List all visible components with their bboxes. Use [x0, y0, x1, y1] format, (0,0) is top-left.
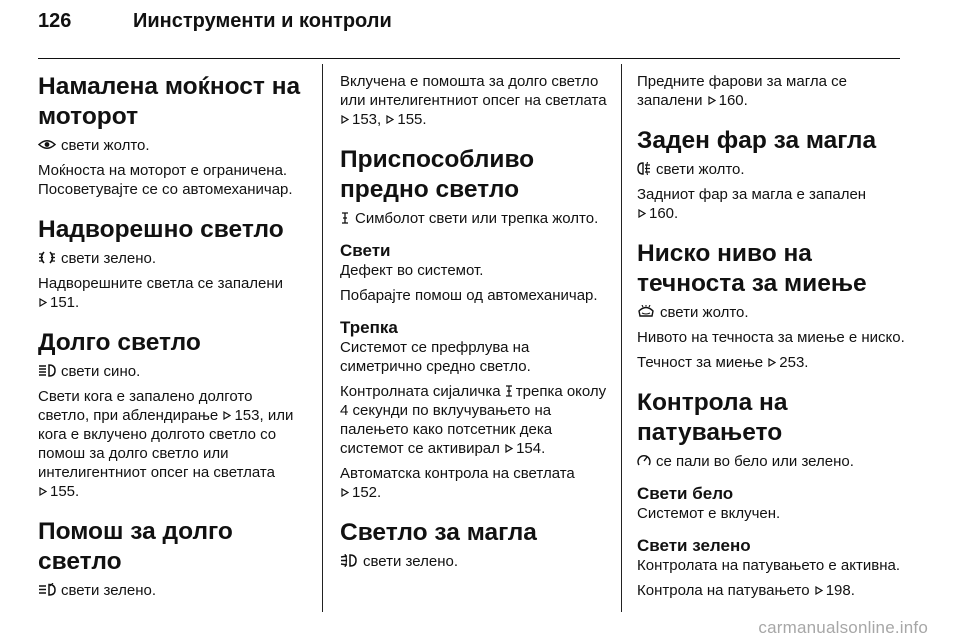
description-text: или кога е вклучено долгото светло со помош за долго светло или интелигентниот опсег на светлата	[38, 407, 294, 481]
page-reference-icon	[386, 115, 394, 124]
description: Контролата на патувањето е активна.	[637, 557, 901, 574]
section-lit-green	[637, 535, 905, 600]
section-fog-light	[340, 518, 608, 571]
status-line	[38, 136, 306, 155]
page-reference[interactable]: 152.	[352, 484, 382, 501]
column-3	[637, 72, 905, 606]
description	[38, 387, 306, 501]
page-reference-icon	[708, 96, 716, 105]
section-exterior-light	[38, 215, 306, 312]
page-reference[interactable]: 155.	[50, 483, 80, 500]
page-header	[38, 10, 900, 59]
status-text: свети зелено.	[363, 553, 459, 570]
status-line	[637, 160, 905, 179]
description-text: Задниот фар за магла е запален	[637, 186, 867, 203]
description-text: Вклучена е помошта за долго светло или интелигентниот опсег на светлата	[340, 73, 607, 109]
page-reference[interactable]: 253.	[779, 354, 809, 371]
subsection-heading: Свети зелено	[637, 536, 751, 555]
page-reference[interactable]: 198.	[825, 582, 855, 599]
section-heading: Заден фар за магла	[637, 127, 877, 154]
section-heading: Приспособливо предно светло	[340, 146, 535, 203]
section-high-beam	[38, 328, 306, 501]
section-heading: Контрола на патувањето	[637, 389, 788, 446]
section-flashing	[340, 317, 608, 502]
page-reference[interactable]: 160.	[718, 92, 748, 109]
section-washer-fluid	[637, 239, 905, 372]
adaptive-light-icon	[505, 384, 513, 397]
exterior-light-icon	[38, 251, 56, 264]
description-text: трепка околу 4 секунди по вклучувањето на палењето како потсетник дека системот се активирал	[340, 383, 607, 457]
section-heading: Надворешно светло	[38, 216, 284, 243]
adaptive-light-icon	[340, 211, 350, 224]
description	[637, 581, 905, 600]
section-rear-fog	[637, 126, 905, 223]
description-text: Предните фарови за магла се запалени	[637, 73, 847, 109]
status-line	[340, 552, 608, 571]
page-reference[interactable]: 153,	[352, 111, 382, 128]
description-text: Автоматска контрола на светлата	[340, 465, 575, 482]
section-heading: Помош за долго светло	[38, 518, 233, 575]
page-reference-icon	[39, 298, 47, 307]
description-text: Течност за миење	[637, 354, 764, 371]
description-text: Контролната сијаличка	[340, 383, 501, 400]
column-2	[340, 72, 608, 577]
page-reference-icon	[341, 115, 349, 124]
page-reference[interactable]: 154.	[516, 440, 546, 457]
description	[637, 72, 905, 110]
high-beam-assist-icon	[38, 583, 56, 596]
description-text: Надворешните светла се запалени	[38, 275, 284, 292]
status-line	[637, 452, 905, 471]
page-reference[interactable]: 151.	[50, 294, 80, 311]
status-text: свети сино.	[61, 363, 141, 380]
status-text: свети зелено.	[61, 582, 157, 599]
description: Моќноста на моторот е ограничена. Посоветувајте се со автомеханичар.	[38, 162, 293, 198]
page-reference[interactable]: 155.	[397, 111, 427, 128]
status-line	[38, 249, 306, 268]
page-reference-icon	[505, 444, 513, 453]
description-text: Контрола на патувањето	[637, 582, 810, 599]
page-reference-icon	[815, 586, 823, 595]
section-cruise-control	[637, 388, 905, 471]
status-text: свети жолто.	[660, 304, 749, 321]
status-line	[38, 362, 306, 381]
rear-fog-light-icon	[637, 162, 651, 175]
column-divider	[621, 64, 622, 612]
section-heading: Ниско ниво на течноста за миење	[637, 240, 867, 297]
page-number: 126	[38, 10, 72, 32]
status-line	[38, 581, 306, 600]
column-divider	[322, 64, 323, 612]
description: Нивото на течноста за миење е ниско.	[637, 329, 905, 346]
section-high-beam-assist	[38, 517, 306, 600]
section-lit-white	[637, 483, 905, 523]
section-heading: Намалена моќност на моторот	[38, 73, 301, 130]
page-reference-icon	[341, 488, 349, 497]
page-title: Иинструменти и контроли	[133, 10, 392, 32]
description: Побарајте помош од автомеханичар.	[340, 287, 598, 304]
section-reduced-power	[38, 72, 306, 199]
page-reference[interactable]: 160.	[649, 205, 679, 222]
description	[637, 353, 905, 372]
high-beam-icon	[38, 364, 56, 377]
description	[340, 464, 608, 502]
section-adaptive-light	[340, 145, 608, 228]
description: Системот е вклучен.	[637, 505, 781, 522]
description	[38, 274, 306, 312]
status-text: Симболот свети или трепка жолто.	[355, 210, 599, 227]
subsection-heading: Свети	[340, 241, 391, 260]
status-text: се пали во бело или зелено.	[656, 453, 854, 470]
section-heading: Светло за магла	[340, 519, 537, 546]
subsection-heading: Свети бело	[637, 484, 734, 503]
description: Системот се префрлува на симетрично средно светло.	[340, 339, 531, 375]
description-text: Свети кога е запалено долгото светло, при аблендирање	[38, 388, 253, 424]
description	[340, 382, 608, 458]
watermark: carmanualsonline.info	[758, 618, 928, 637]
description: Дефект во системот.	[340, 262, 484, 279]
status-text: свети жолто.	[61, 137, 150, 154]
page-reference-icon	[768, 358, 776, 367]
column-1	[38, 72, 306, 606]
fog-light-icon	[340, 554, 358, 567]
description	[340, 72, 608, 129]
section-heading: Долго светло	[38, 329, 201, 356]
status-text: свети зелено.	[61, 250, 157, 267]
page-reference-icon	[39, 487, 47, 496]
description	[637, 185, 905, 223]
washer-fluid-icon	[637, 305, 655, 318]
status-text: свети жолто.	[656, 161, 745, 178]
status-line	[637, 303, 905, 322]
page-reference[interactable]: 153,	[234, 407, 264, 424]
cruise-control-icon	[637, 454, 651, 467]
engine-power-icon	[38, 138, 56, 151]
section-lit	[340, 240, 608, 305]
page-reference-icon	[638, 209, 646, 218]
subsection-heading: Трепка	[340, 318, 398, 337]
page-reference-icon	[223, 411, 231, 420]
status-line	[340, 209, 608, 228]
